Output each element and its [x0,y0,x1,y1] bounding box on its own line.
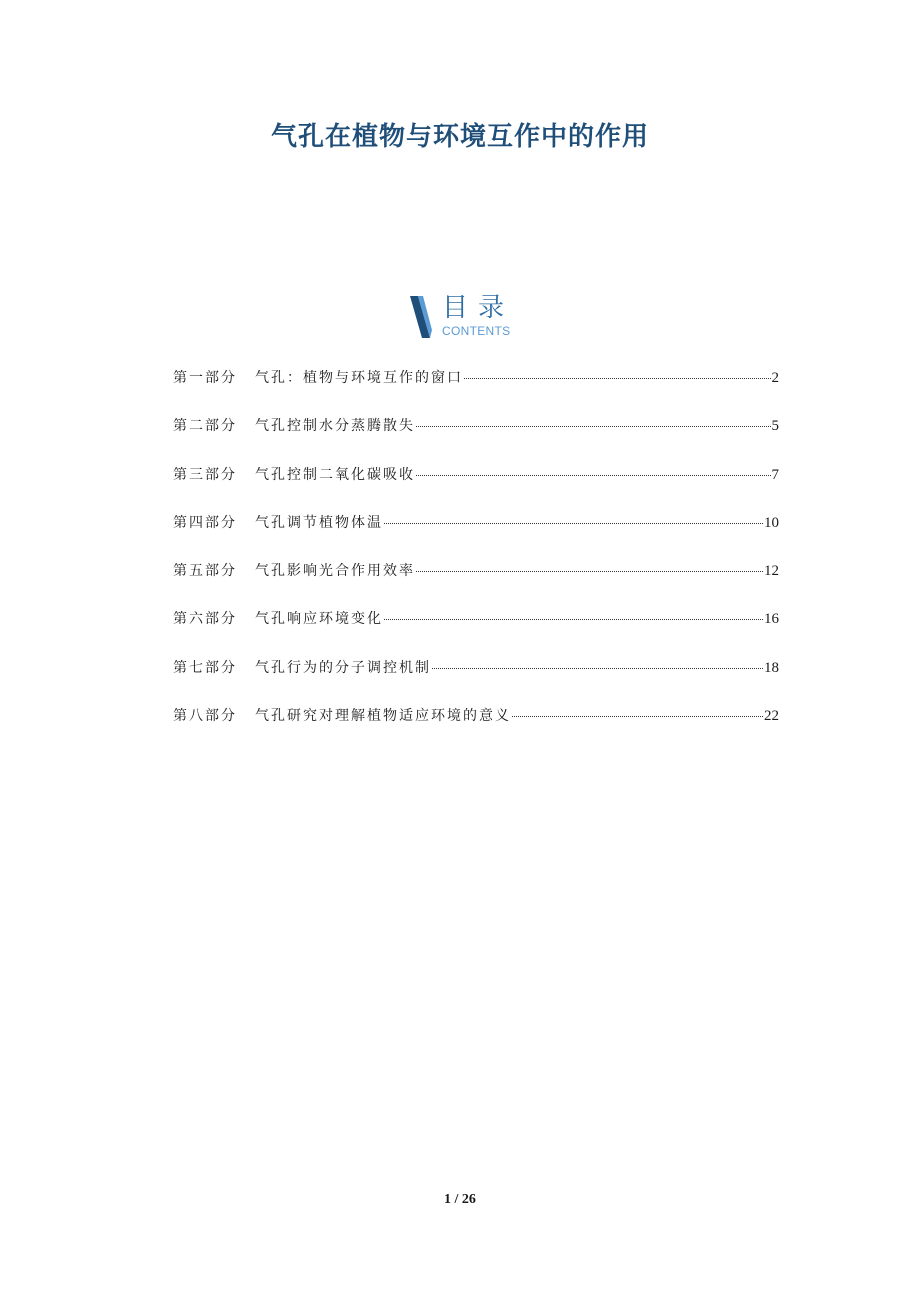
toc-entry-part: 第七部分 [173,659,237,676]
toc-entry-page: 5 [771,418,779,435]
toc-entry-page: 2 [771,370,779,386]
toc-entry-title: 气孔行为的分子调控机制 [255,659,431,676]
toc-entry-title: 气孔控制水分蒸腾散失 [255,418,415,435]
toc-entry-part: 第六部分 [173,611,237,628]
toc-entry[interactable] [173,412,779,460]
toc-dot-leader [464,378,771,379]
toc-subheading: CONTENTS [442,324,511,338]
toc-entry-part: 第四部分 [173,514,237,531]
toc-entry-page: 7 [771,466,779,483]
toc-entry-part: 第一部分 [173,370,237,386]
toc-dot-leader [416,426,771,427]
toc-entry-page: 10 [764,514,779,531]
toc-entry-title: 气孔控制二氧化碳吸收 [255,466,415,483]
toc-entry[interactable] [173,702,779,750]
toc-entry-page: 16 [764,611,779,628]
toc-dot-leader [432,668,763,669]
document-title: 气孔在植物与环境互作中的作用 [270,122,649,152]
toc-entry-title: 气孔：植物与环境互作的窗口 [255,370,463,386]
toc-entry-page: 12 [764,563,779,580]
toc-entry-title: 气孔响应环境变化 [255,611,383,628]
toc-entry-part: 第二部分 [173,418,237,435]
toc-entry[interactable] [173,509,779,557]
toc-entry[interactable] [173,605,779,653]
toc-dot-leader [416,475,771,476]
toc-entry[interactable] [173,461,779,509]
toc-entry-part: 第五部分 [173,563,237,580]
toc-dot-leader [416,571,763,572]
toc-dot-leader [512,716,763,717]
toc-entry[interactable] [173,364,779,412]
toc-heading: 目录 [442,293,515,323]
toc-entry-page: 18 [764,659,779,676]
toc-dot-leader [384,523,763,524]
toc-entry-title: 气孔影响光合作用效率 [255,563,415,580]
page-number: 1 / 26 [444,1192,476,1207]
toc-entry-title: 气孔研究对理解植物适应环境的意义 [255,708,511,725]
toc-header [408,292,528,340]
toc-entry-page: 22 [764,708,779,725]
toc-entry[interactable] [173,557,779,605]
toc-list [173,364,779,750]
toc-entry-part: 第三部分 [173,466,237,483]
toc-dot-leader [384,619,763,620]
toc-entry-part: 第八部分 [173,708,237,725]
toc-entry[interactable] [173,654,779,702]
book-bookmark-icon [408,296,432,338]
toc-entry-title: 气孔调节植物体温 [255,514,383,531]
